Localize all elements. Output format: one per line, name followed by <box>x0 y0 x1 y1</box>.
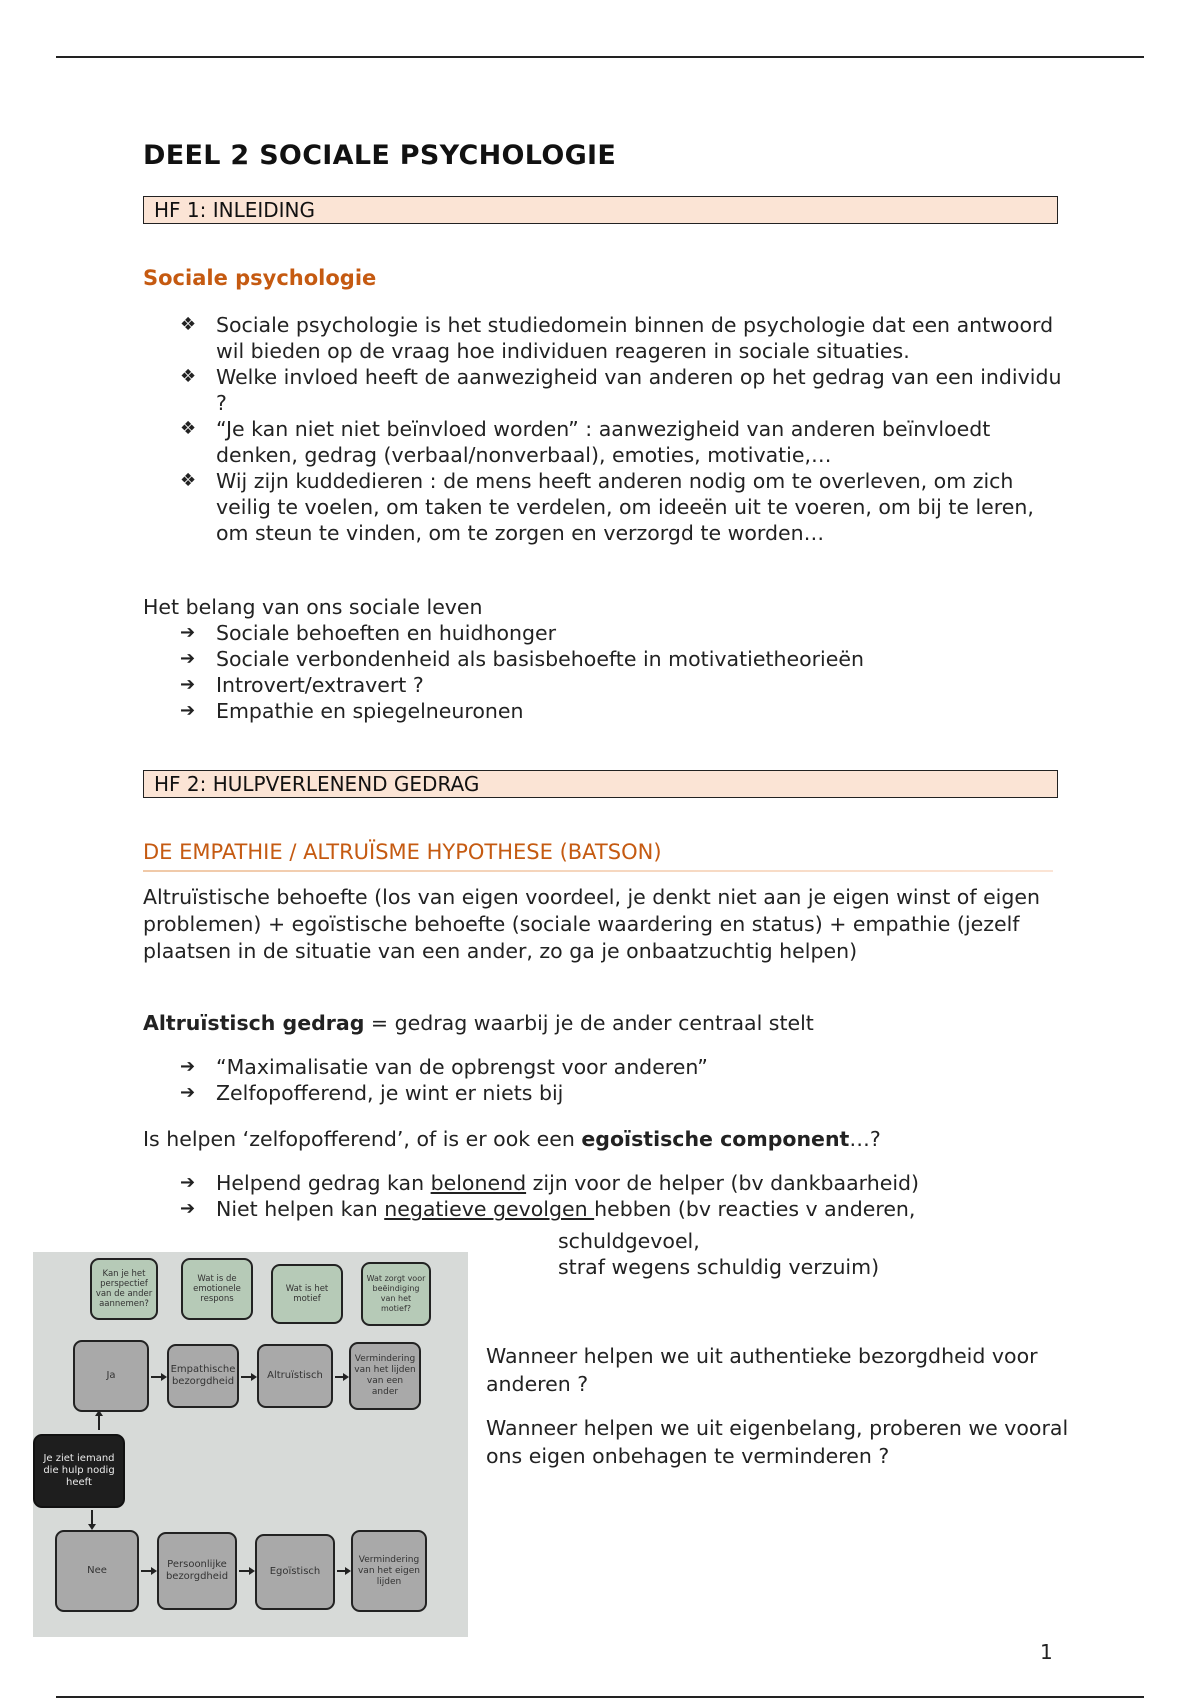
arrow-right-icon <box>239 1570 253 1572</box>
flow-question-emotion: Wat is de emotionele respons <box>181 1258 253 1320</box>
diamond-bullet-icon: ❖ <box>180 314 197 335</box>
section-heading-sociale-psychologie: Sociale psychologie <box>143 266 377 290</box>
list-item: ❖ Welke invloed heeft de aanwezigheid van anderen op het gedrag van een individu ? <box>180 365 1062 415</box>
flow-question-perspective: Kan je het perspectief van de ander aannemen? <box>90 1258 158 1320</box>
chapter-2-heading: HF 2: HULPVERLENEND GEDRAG <box>143 770 1058 798</box>
flow-reduce-other-suffering: Vermindering van het lijden van een ander <box>349 1342 421 1410</box>
list-item: ❖ Wij zijn kuddedieren : de mens heeft anderen nodig om te overleven, om zich veilig te voelen, om taken te verdelen, om ideeën uit te voeren, om bij te leren, om steun te vinden, om te zorgen en verzorgd te worden… <box>180 469 1034 545</box>
flow-reduce-own-suffering: Vermindering van het eigen lijden <box>351 1530 427 1612</box>
flow-start-someone-needs-help: Je ziet iemand die hulp nodig heeft <box>33 1434 125 1508</box>
list-item: ➔ Zelfopofferend, je wint er niets bij <box>180 1081 564 1105</box>
arrow-right-icon: ➔ <box>180 622 196 643</box>
list-item: ➔ “Maximalisatie van de opbrengst voor anderen” <box>180 1055 708 1079</box>
flow-empathic-concern: Empathische bezorgdheid <box>167 1344 239 1408</box>
arrow-up-icon <box>98 1414 100 1430</box>
arrow-right-icon: ➔ <box>180 700 196 721</box>
arrow-right-icon <box>151 1376 165 1378</box>
arrow-right-icon: ➔ <box>180 1082 196 1103</box>
help2-continuation-2: straf wegens schuldig verzuim) <box>558 1255 880 1279</box>
question-authentic-concern: Wanneer helpen we uit authentieke bezorgdheid voor anderen ? <box>486 1344 1038 1396</box>
arrow-right-icon: ➔ <box>180 1056 196 1077</box>
flow-personal-distress: Persoonlijke bezorgdheid <box>157 1532 237 1610</box>
empathy-altruism-flowchart <box>33 1252 468 1637</box>
flow-altruistic: Altruïstisch <box>257 1344 333 1408</box>
egoism-question: Is helpen ‘zelfopofferend’, of is er ook een egoïstische component…? <box>143 1127 881 1151</box>
diamond-bullet-icon: ❖ <box>180 418 197 439</box>
list-item: ➔ Helpend gedrag kan belonend zijn voor de helper (bv dankbaarheid) <box>180 1171 920 1195</box>
list-item: ➔ Introvert/extravert ? <box>180 673 424 697</box>
belang-intro: Het belang van ons sociale leven <box>143 595 483 619</box>
definition-line: Altruïstisch gedrag = gedrag waarbij je de ander centraal stelt <box>143 1011 814 1035</box>
help2-continuation-1: schuldgevoel, <box>558 1229 700 1253</box>
arrow-right-icon <box>337 1570 349 1572</box>
arrow-right-icon <box>335 1376 347 1378</box>
list-item: ➔ Sociale verbondenheid als basisbehoefte in motivatietheorieën <box>180 647 864 671</box>
list-item: ❖ “Je kan niet niet beïnvloed worden” : aanwezigheid van anderen beïnvloedt denken, gedrag (verbaal/nonverbaal), emoties, motivatie,… <box>180 417 991 467</box>
intro-bullet-list <box>180 312 1070 546</box>
arrow-right-icon <box>241 1376 255 1378</box>
diamond-bullet-icon: ❖ <box>180 366 197 387</box>
arrow-right-icon: ➔ <box>180 674 196 695</box>
list-item: ➔ Empathie en spiegelneuronen <box>180 699 524 723</box>
flow-egoistic: Egoïstisch <box>255 1534 335 1610</box>
arrow-right-icon: ➔ <box>180 648 196 669</box>
list-item: ❖ Sociale psychologie is het studiedomein binnen de psychologie dat een antwoord wil bieden op de vraag hoe individuen reageren in sociale situaties. <box>180 313 1054 363</box>
list-item: ➔ Niet helpen kan negatieve gevolgen hebben (bv reacties v anderen, <box>180 1197 916 1221</box>
document-title: DEEL 2 SOCIALE PSYCHOLOGIE <box>143 140 617 171</box>
page-number: 1 <box>1040 1640 1053 1664</box>
definition-list <box>180 1054 1070 1106</box>
question-self-interest: Wanneer helpen we uit eigenbelang, proberen we vooral ons eigen onbehagen te verminderen ? <box>486 1416 1069 1468</box>
belang-list <box>180 620 1070 724</box>
arrow-right-icon: ➔ <box>180 1172 196 1193</box>
chapter-1-heading: HF 1: INLEIDING <box>143 196 1058 224</box>
section-heading-batson: DE EMPATHIE / ALTRUÏSME HYPOTHESE (BATSON) <box>143 840 662 864</box>
helping-list <box>180 1170 1070 1222</box>
list-item: ➔ Sociale behoeften en huidhonger <box>180 621 557 645</box>
diamond-bullet-icon: ❖ <box>180 470 197 491</box>
heading-underline <box>143 870 1053 872</box>
bottom-rule <box>56 1696 1144 1698</box>
arrow-right-icon: ➔ <box>180 1198 196 1219</box>
arrow-right-icon <box>141 1570 155 1572</box>
flow-question-motive: Wat is het motief <box>271 1264 343 1324</box>
arrow-down-icon <box>91 1510 93 1526</box>
flow-yes: Ja <box>73 1340 149 1412</box>
top-rule <box>56 56 1144 58</box>
altruism-paragraph: Altruïstische behoefte (los van eigen voordeel, je denkt niet aan je eigen winst of eigen problemen) + egoïstische behoefte (sociale waardering en status) + empathie (jezelf plaatsen in de situatie van een ander, zo ga je onbaatzuchtig helpen) <box>143 885 1040 963</box>
flow-no: Nee <box>55 1530 139 1612</box>
flow-question-ending: Wat zorgt voor beëindiging van het motief? <box>361 1262 431 1326</box>
